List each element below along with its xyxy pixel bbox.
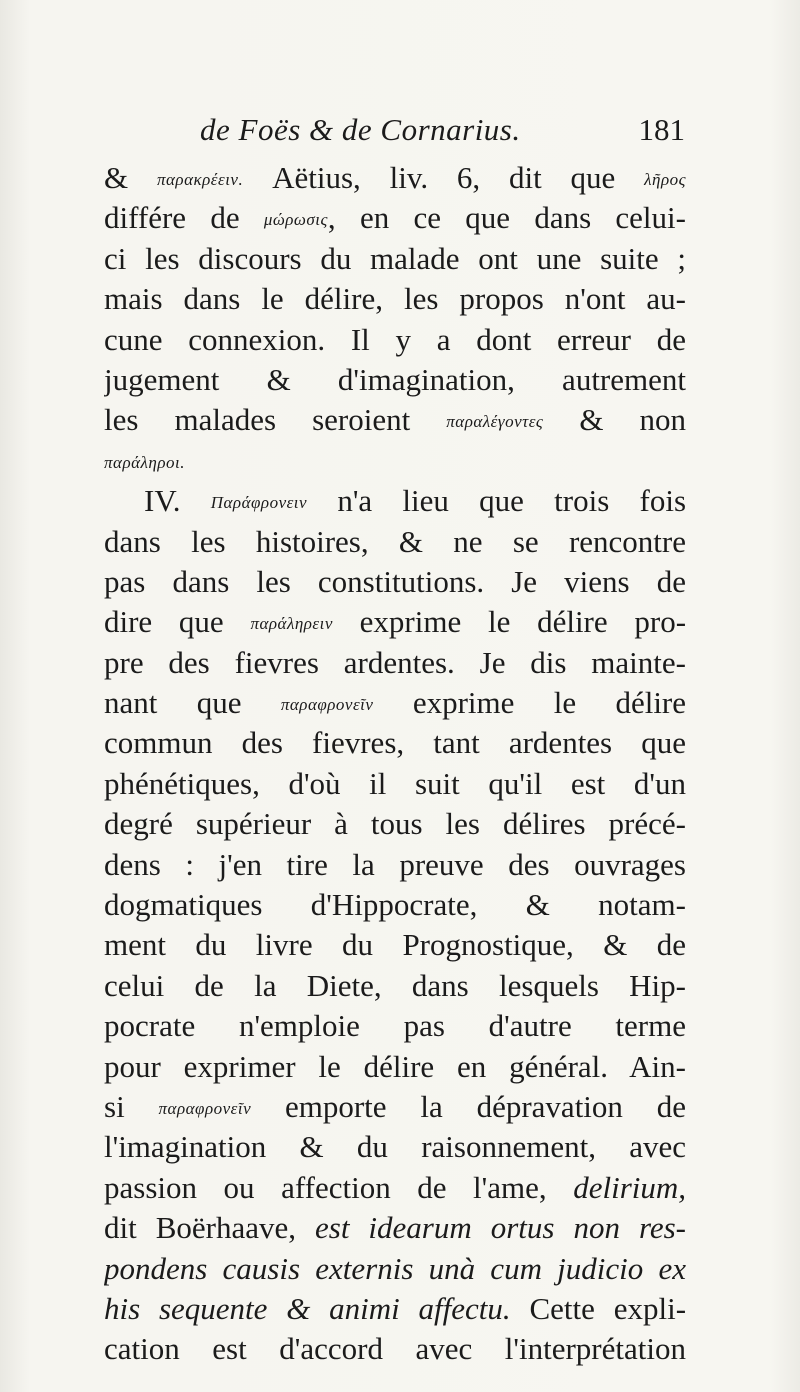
text-line: ment du livre du Prognostique, & de — [104, 927, 686, 963]
text-span: & non — [579, 402, 686, 438]
text-line — [104, 1289, 686, 1329]
text-span: Cette expli- — [529, 1290, 686, 1326]
text-span: emporte la dépravation de — [284, 1088, 686, 1124]
text-line — [104, 602, 686, 642]
text-line — [104, 1168, 686, 1208]
text-line: phénétiques, d'où il suit qu'il est d'un — [104, 765, 686, 801]
text-line: pas dans les constitutions. Je viens de — [104, 563, 686, 599]
text-line — [104, 1087, 686, 1127]
text-line: l'imagination & du raisonnement, avec — [104, 1129, 686, 1165]
text-line: pre des fievres ardentes. Je dis mainte- — [104, 644, 686, 680]
section-number: IV. — [144, 483, 181, 519]
running-head: de Foës & de Cornarius. — [200, 112, 521, 147]
greek-word: παραλέγοντες — [446, 412, 544, 432]
text-span: , en ce que dans celui- — [327, 200, 686, 236]
text-line: dogmatiques d'Hippocrate, & notam- — [104, 887, 686, 923]
greek-word: Παράφρονειν — [210, 493, 308, 513]
text-span: Aëtius, liv. 6, dit que — [272, 160, 616, 195]
text-line: degré supérieur à tous les délires précé- — [104, 806, 686, 842]
text-line — [104, 198, 686, 238]
greek-word: παράληρειν — [250, 614, 333, 634]
text-line — [104, 400, 686, 440]
latin-quote: his sequente & animi affectu. — [104, 1290, 511, 1326]
page-number: 181 — [638, 112, 685, 147]
text-span: dit Boërhaave, — [104, 1210, 296, 1246]
text-span: nant que — [104, 685, 242, 721]
text-line: dens : j'en tire la preuve des ouvrages — [104, 846, 686, 882]
text-line: jugement & d'imagination, autrement — [104, 361, 686, 397]
text-span: & — [104, 160, 129, 195]
text-line: celui de la Diete, dans lesquels Hip- — [104, 967, 686, 1003]
text-line: cation est d'accord avec l'interprétation — [104, 1331, 686, 1367]
text-line — [104, 441, 686, 481]
text-line: pocrate n'emploie pas d'autre terme — [104, 1008, 686, 1044]
latin-quote-line: pondens causis externis unà cum judicio ex — [104, 1250, 686, 1286]
text-line: ci les discours du malade ont une suite ; — [104, 240, 686, 276]
text-line — [104, 683, 686, 723]
text-line — [104, 158, 686, 198]
text-line: cune connexion. Il y a dont erreur de — [104, 321, 686, 357]
text-line — [104, 481, 686, 521]
greek-word: μώρωσις — [263, 210, 328, 230]
greek-word: λῆρος — [644, 170, 686, 189]
text-span: si — [104, 1088, 125, 1124]
text-span: n'a lieu que trois fois — [337, 483, 686, 519]
greek-word: παραφρονεῖν — [280, 695, 374, 715]
text-span: exprime le délire pro- — [359, 604, 686, 640]
page-header — [200, 112, 685, 156]
text-span: différe de — [104, 200, 240, 236]
text-line: mais dans le délire, les propos n'ont au- — [104, 281, 686, 317]
greek-word: παρακρέειν. — [156, 170, 244, 189]
text-line — [104, 1208, 686, 1248]
text-span: dire que — [104, 604, 224, 640]
text-line: commun des fievres, tant ardentes que — [104, 725, 686, 761]
greek-word: παραφρονεῖν — [158, 1098, 252, 1118]
text-span: exprime le délire — [412, 685, 686, 721]
text-line: dans les histoires, & ne se rencontre — [104, 523, 686, 559]
text-line: pour exprimer le délire en général. Ain- — [104, 1048, 686, 1084]
text-span: passion ou affection de l'ame, — [104, 1169, 547, 1205]
latin-quote: est idearum ortus non res- — [315, 1210, 686, 1246]
greek-word: παράληροι. — [104, 452, 185, 472]
text-span: les malades seroient — [104, 402, 411, 438]
latin-term: delirium, — [573, 1169, 686, 1205]
body-text — [104, 158, 686, 1370]
